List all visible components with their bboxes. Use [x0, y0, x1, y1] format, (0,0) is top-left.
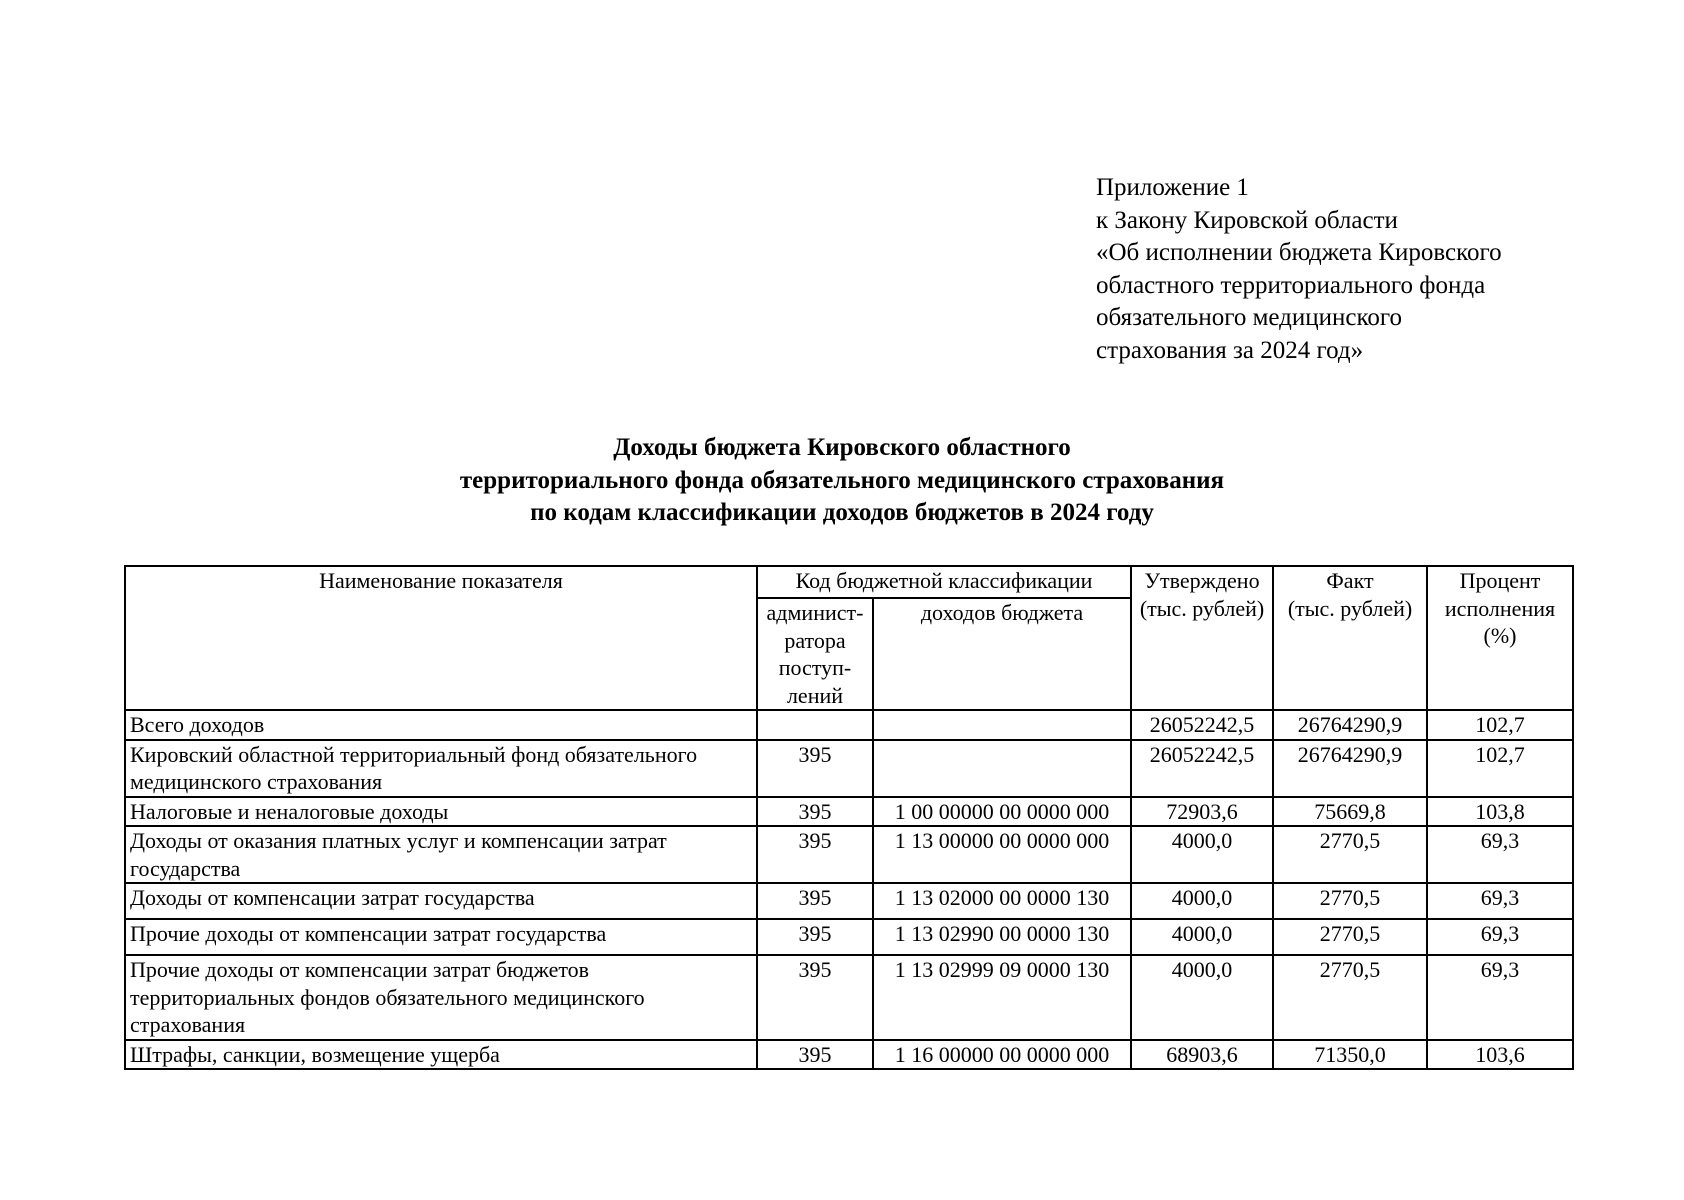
- header-code-group: Код бюджетной классификации: [757, 566, 1131, 598]
- table-row: [125, 710, 1573, 740]
- document-title: [0, 432, 1684, 530]
- row-fact: 26764290,9: [1273, 740, 1427, 797]
- row-approved: 68903,6: [1131, 1040, 1273, 1070]
- title-line: Доходы бюджета Кировского областного: [613, 434, 1071, 461]
- header-income-code: доходов бюджета: [873, 598, 1131, 710]
- appendix-line: областного территориального фонда: [1096, 271, 1486, 299]
- row-code: [873, 740, 1131, 797]
- row-percent: 69,3: [1427, 919, 1573, 955]
- row-percent: 103,8: [1427, 797, 1573, 827]
- appendix-line: страхования за 2024 год»: [1096, 336, 1364, 364]
- row-name: Прочие доходы от компенсации затрат бюджетов территориальных фондов обязательного медицинского страхования: [125, 955, 757, 1040]
- header-fact: Факт (тыс. рублей): [1273, 566, 1427, 710]
- row-approved: 4000,0: [1131, 826, 1273, 883]
- row-name: Прочие доходы от компенсации затрат государства: [125, 919, 757, 955]
- row-admin: 395: [757, 955, 873, 1040]
- row-percent: 103,6: [1427, 1040, 1573, 1070]
- row-approved: 4000,0: [1131, 955, 1273, 1040]
- header-name: Наименование показателя: [125, 566, 757, 710]
- row-code: 1 13 02000 00 0000 130: [873, 883, 1131, 919]
- row-percent: 69,3: [1427, 955, 1573, 1040]
- table-row: [125, 1040, 1573, 1070]
- table-row: [125, 826, 1573, 883]
- row-admin: 395: [757, 826, 873, 883]
- row-approved: 4000,0: [1131, 883, 1273, 919]
- row-fact: 75669,8: [1273, 797, 1427, 827]
- row-approved: 26052242,5: [1131, 710, 1273, 740]
- row-name: Всего доходов: [125, 710, 757, 740]
- row-fact: 2770,5: [1273, 955, 1427, 1040]
- row-admin: 395: [757, 919, 873, 955]
- table-row: [125, 797, 1573, 827]
- row-fact: 71350,0: [1273, 1040, 1427, 1070]
- appendix-line: к Закону Кировской области: [1096, 206, 1398, 234]
- row-code: 1 13 02999 09 0000 130: [873, 955, 1131, 1040]
- title-line: по кодам классификации доходов бюджетов в 2024 году: [530, 499, 1154, 526]
- appendix-line: обязательного медицинского: [1096, 304, 1403, 331]
- appendix-note: [1096, 172, 1596, 367]
- row-approved: 4000,0: [1131, 919, 1273, 955]
- row-admin: 395: [757, 883, 873, 919]
- row-percent: 69,3: [1427, 826, 1573, 883]
- row-code: 1 13 00000 00 0000 000: [873, 826, 1131, 883]
- row-percent: 102,7: [1427, 740, 1573, 797]
- row-admin: 395: [757, 797, 873, 827]
- row-name: Штрафы, санкции, возмещение ущерба: [125, 1040, 757, 1070]
- row-approved: 26052242,5: [1131, 740, 1273, 797]
- row-fact: 2770,5: [1273, 919, 1427, 955]
- row-admin: [757, 710, 873, 740]
- row-name: Доходы от оказания платных услуг и компенсации затрат государства: [125, 826, 757, 883]
- income-table: [124, 565, 1574, 1070]
- row-name: Налоговые и неналоговые доходы: [125, 797, 757, 827]
- row-code: 1 13 02990 00 0000 130: [873, 919, 1131, 955]
- row-name: Кировский областной территориальный фонд обязательного медицинского страхования: [125, 740, 757, 797]
- row-admin: 395: [757, 1040, 873, 1070]
- row-admin: 395: [757, 740, 873, 797]
- header-admin: админист- ратора поступ- лений: [757, 598, 873, 710]
- row-fact: 26764290,9: [1273, 710, 1427, 740]
- row-code: 1 00 00000 00 0000 000: [873, 797, 1131, 827]
- row-code: 1 16 00000 00 0000 000: [873, 1040, 1131, 1070]
- title-line: территориального фонда обязательного медицинского страхования: [459, 466, 1225, 494]
- table-row: [125, 883, 1573, 919]
- header-percent: Процент исполнения (%): [1427, 566, 1573, 710]
- table-row: [125, 919, 1573, 955]
- row-percent: 102,7: [1427, 710, 1573, 740]
- row-fact: 2770,5: [1273, 826, 1427, 883]
- header-approved: Утверждено (тыс. рублей): [1131, 566, 1273, 710]
- row-name: Доходы от компенсации затрат государства: [125, 883, 757, 919]
- table-row: [125, 955, 1573, 1040]
- row-approved: 72903,6: [1131, 797, 1273, 827]
- row-code: [873, 710, 1131, 740]
- row-percent: 69,3: [1427, 883, 1573, 919]
- appendix-line: Приложение 1: [1096, 174, 1249, 201]
- row-fact: 2770,5: [1273, 883, 1427, 919]
- appendix-line: «Об исполнении бюджета Кировского: [1096, 239, 1502, 266]
- table-row: [125, 740, 1573, 797]
